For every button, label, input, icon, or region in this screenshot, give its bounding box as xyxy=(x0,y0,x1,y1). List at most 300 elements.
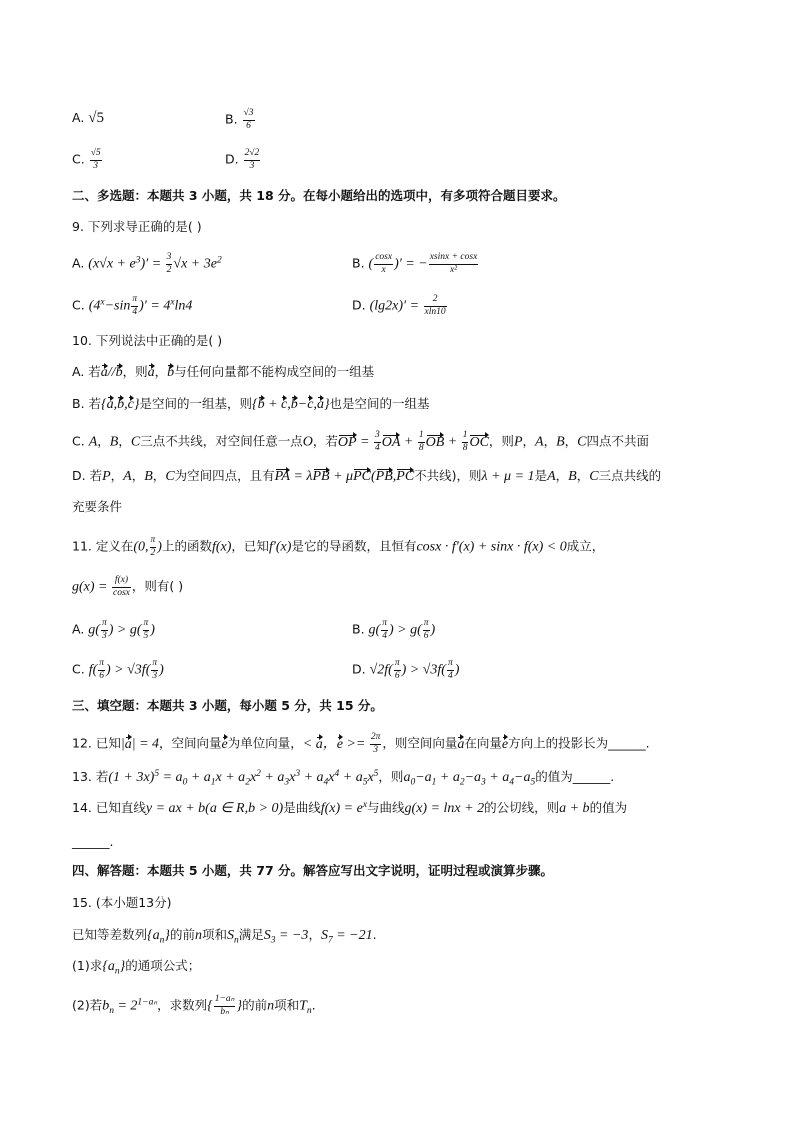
math-expr: ) xyxy=(157,539,162,555)
math-expr: , xyxy=(113,397,118,412)
subscript: n xyxy=(234,935,239,946)
math-expr: } xyxy=(236,998,243,1014)
subscript: 4 xyxy=(323,777,329,788)
text-run: ， xyxy=(131,468,145,483)
text-run: D. xyxy=(352,297,370,313)
math-expr: } xyxy=(133,397,140,412)
q10-option-d-continued xyxy=(72,498,122,516)
fraction-numerator: 2π xyxy=(370,733,382,745)
math-expr: y = ax + b(a ∈ R,b > 0) xyxy=(145,801,284,816)
q15-part-1 xyxy=(72,957,200,976)
math-expr: + μ xyxy=(329,469,354,484)
fraction-denominator: 4 xyxy=(374,442,380,453)
vector: e xyxy=(501,736,509,752)
q9-option-d xyxy=(352,295,448,317)
text-run: 项和 xyxy=(202,927,228,942)
text-run: ， xyxy=(110,468,124,483)
fraction-denominator: 8 xyxy=(418,442,424,453)
q11-stem-continued xyxy=(72,576,183,598)
fraction-numerator: xsinx + cosx xyxy=(429,253,479,265)
vector: PB xyxy=(312,469,330,484)
text-run: ， xyxy=(308,927,321,942)
math-expr: C xyxy=(577,434,587,450)
fraction-numerator: 1 xyxy=(418,431,425,443)
math-expr: g( xyxy=(368,622,381,638)
math-expr: n xyxy=(195,928,202,943)
text-run: A. xyxy=(72,255,89,271)
math-expr: ) xyxy=(430,622,436,638)
text-run: 10. 下列说法中正确的是( ) xyxy=(72,333,223,348)
text-run: 14. 已知直线 xyxy=(72,800,146,815)
fraction xyxy=(214,995,236,1017)
vector: b xyxy=(290,397,298,412)
q11-option-c xyxy=(72,659,164,681)
math-expr: ) > g( xyxy=(388,622,422,638)
fraction xyxy=(424,295,447,317)
text-run: A. xyxy=(72,621,89,637)
text-run: 的公切线，则 xyxy=(484,800,560,815)
q11-stem xyxy=(72,536,604,558)
math-expr: −a xyxy=(514,770,531,785)
math-expr: + a xyxy=(260,770,285,785)
fraction-denominator: 6 xyxy=(423,630,429,641)
math-expr: + xyxy=(264,397,282,412)
vector: a xyxy=(147,365,155,380)
text-run: ， xyxy=(152,468,166,483)
text-run: 在向量 xyxy=(464,735,502,751)
fraction-numerator: π xyxy=(394,659,401,671)
math-expr: − xyxy=(297,397,308,412)
text-run: C. xyxy=(72,151,89,167)
math-expr: S xyxy=(320,928,328,943)
math-expr: g(x) = lnx + 2 xyxy=(404,801,485,816)
text-run: ，已知 xyxy=(231,538,269,554)
text-run: 的值为 xyxy=(589,800,628,815)
answer-blank: ______. xyxy=(72,834,114,849)
text-run: B. xyxy=(225,111,242,127)
fraction xyxy=(374,253,393,275)
q8-option-c xyxy=(72,149,103,171)
text-run: ，则空间向量 xyxy=(382,735,458,751)
fraction-numerator: √3 xyxy=(243,109,255,121)
fraction xyxy=(429,253,479,275)
subscript: 5 xyxy=(362,777,368,788)
text-run: ， xyxy=(118,433,131,449)
math-expr: B xyxy=(109,434,119,450)
text-run: 上的函数 xyxy=(161,538,212,554)
text-run: 的前 xyxy=(169,927,195,942)
section-4-heading xyxy=(72,862,553,880)
math-expr: P xyxy=(102,469,111,484)
math-expr: , xyxy=(124,397,128,412)
text-run: 三点共线的 xyxy=(598,468,662,483)
fraction-denominator: 3 xyxy=(373,744,378,755)
subscript: n xyxy=(306,1006,312,1016)
text-run: . xyxy=(645,735,650,751)
subscript: 1 xyxy=(210,777,216,788)
fraction-denominator: 6 xyxy=(394,670,400,681)
math-expr: + a xyxy=(300,770,324,785)
text-run: 是曲线 xyxy=(283,800,321,815)
text-run: 是它的导函数，且恒有 xyxy=(291,538,417,554)
fraction-denominator: 3 xyxy=(152,670,158,681)
fraction-numerator: π xyxy=(143,619,150,631)
q11-option-b xyxy=(352,619,435,641)
math-expr: )′ = 4 xyxy=(139,298,171,314)
superscript: 5 xyxy=(373,768,379,779)
math-expr: √5 xyxy=(88,110,105,126)
subscript: 2 xyxy=(245,777,250,788)
section-2-heading xyxy=(72,187,566,205)
fraction xyxy=(244,149,261,171)
text-run: 四、解答题：本题共 5 小题，共 77 分。解答应写出文字说明，证明过程或演算步骤。 xyxy=(72,863,554,878)
text-run: 为单位向量， xyxy=(227,735,303,751)
text-run: 三、填空题：本题共 3 小题，每小题 5 分，共 15 分。 xyxy=(72,698,383,713)
text-run: ，则 xyxy=(378,769,404,784)
superscript: 4 xyxy=(334,768,340,779)
superscript: x xyxy=(100,297,105,308)
q8-option-d xyxy=(225,149,261,171)
math-expr: C xyxy=(130,434,141,450)
vector: a xyxy=(100,365,108,380)
subscript: 3 xyxy=(481,777,486,788)
vector: PC xyxy=(396,469,415,484)
math-expr: (4 xyxy=(88,298,101,314)
fraction-denominator: x xyxy=(381,264,386,275)
math-expr: + xyxy=(400,434,417,450)
math-expr: A xyxy=(88,434,98,450)
fraction xyxy=(418,431,425,453)
text-run: ， xyxy=(576,468,590,483)
text-run: ，则 xyxy=(122,364,148,379)
fraction-denominator: 4 xyxy=(447,670,453,681)
fraction-denominator: x² xyxy=(449,264,458,275)
section-3-heading xyxy=(72,697,383,715)
math-expr: ( xyxy=(368,256,374,272)
math-expr: (x√x + e xyxy=(88,256,136,272)
fraction-numerator: π xyxy=(101,619,108,631)
fraction-numerator: cosx xyxy=(374,253,393,265)
text-run: ， xyxy=(543,433,557,449)
q10-option-a xyxy=(72,363,374,382)
text-run: 与曲线 xyxy=(367,800,405,815)
math-expr: g( xyxy=(88,622,100,638)
text-run: A. 若 xyxy=(72,364,101,379)
q9-option-a xyxy=(72,253,222,275)
subscript: 0 xyxy=(410,777,416,788)
fraction-denominator: 3 xyxy=(249,160,255,171)
math-expr: )′ = − xyxy=(394,256,428,272)
q8-option-b xyxy=(225,109,256,131)
text-run: . xyxy=(610,769,615,784)
text-run: ， xyxy=(154,364,168,379)
text-run: . xyxy=(311,997,316,1013)
q12-stem xyxy=(72,733,650,755)
vector: OP xyxy=(337,434,357,450)
math-expr: −a xyxy=(415,770,432,785)
fraction-denominator: 3 xyxy=(101,630,107,641)
math-expr: + a xyxy=(187,770,211,785)
vector: c xyxy=(281,397,288,412)
fraction xyxy=(150,536,157,558)
vector: e xyxy=(221,736,228,752)
math-expr: ) xyxy=(159,662,164,678)
fraction xyxy=(374,431,381,453)
text-run: C. xyxy=(72,297,89,313)
superscript: 2 xyxy=(256,768,261,779)
text-run: 的值为 xyxy=(535,769,573,784)
text-run: ，则有( ) xyxy=(131,578,184,594)
q9-option-c xyxy=(72,295,192,317)
vector: b xyxy=(115,365,123,380)
fraction xyxy=(98,659,105,681)
math-expr: , xyxy=(392,469,397,484)
math-expr: = −21 xyxy=(332,928,373,943)
text-run: C. xyxy=(72,661,89,677)
math-expr: cosx · f′(x) + sinx · f(x) < 0 xyxy=(416,539,567,555)
vector: OC xyxy=(469,434,489,450)
q15-stem xyxy=(72,926,377,945)
math-expr: < xyxy=(302,736,316,752)
subscript: 0 xyxy=(182,777,188,788)
text-run: 二、多选题：本题共 3 小题，共 18 分。在每小题给出的选项中，有多项符合题目要求。 xyxy=(72,188,566,203)
text-run: ， xyxy=(522,433,536,449)
math-expr: S xyxy=(263,928,271,943)
text-run: 充要条件 xyxy=(72,499,123,514)
vector: a xyxy=(124,736,132,752)
math-expr: ( xyxy=(370,469,376,484)
fraction-numerator: π xyxy=(381,619,388,631)
fraction-numerator: 1 xyxy=(462,431,469,443)
q15-part-2 xyxy=(72,995,316,1017)
subscript: 3 xyxy=(270,935,276,946)
vector: c xyxy=(127,397,134,412)
math-expr: (lg2x)′ = xyxy=(369,298,423,314)
math-expr: B xyxy=(144,469,153,484)
math-expr: λ + μ = 1 xyxy=(481,469,535,484)
vector: PB xyxy=(375,469,393,484)
math-expr: √2f( xyxy=(369,662,393,678)
math-expr: ) xyxy=(454,662,460,678)
fraction-denominator: 5 xyxy=(143,630,149,641)
fraction-denominator: 4 xyxy=(132,306,138,317)
text-run: ，若 xyxy=(312,433,338,449)
fraction-numerator: π xyxy=(131,295,138,307)
text-run: 15. (本小题13分) xyxy=(72,895,172,910)
math-expr: S xyxy=(227,928,235,943)
text-run: 四点不共面 xyxy=(586,433,650,449)
math-expr: = a xyxy=(159,770,183,785)
text-run: 的通项公式； xyxy=(125,958,201,973)
subscript: 2 xyxy=(459,777,465,788)
fraction xyxy=(90,149,102,171)
fraction-denominator: 2 xyxy=(150,547,156,558)
math-expr: ) > √3f( xyxy=(401,662,446,678)
math-expr: a + b xyxy=(559,801,590,816)
text-run: 是空间的一组基，则 xyxy=(139,396,252,411)
vector: b xyxy=(117,397,125,412)
fraction-denominator: xln10 xyxy=(424,306,446,317)
q11-option-a xyxy=(72,619,155,641)
fraction-numerator: π xyxy=(150,536,157,548)
text-run: ， xyxy=(97,433,110,449)
text-run: 不共线)，则 xyxy=(414,468,482,483)
fraction xyxy=(131,295,138,317)
text-run: 项和 xyxy=(274,997,300,1013)
math-expr: f′(x) xyxy=(268,539,292,555)
superscript: 2 xyxy=(216,255,222,266)
text-run: . xyxy=(372,927,377,942)
superscript: 3 xyxy=(295,768,301,779)
math-expr: n xyxy=(267,998,275,1014)
math-expr: a xyxy=(403,770,411,785)
fraction xyxy=(243,109,255,131)
text-run: D. 若 xyxy=(72,468,103,483)
math-expr: f(x) xyxy=(211,539,232,555)
vector: e xyxy=(336,736,343,752)
text-run: 11. 定义在 xyxy=(72,538,134,554)
math-expr: { xyxy=(101,397,107,412)
fraction-denominator: 8 xyxy=(462,442,468,453)
vector: OA xyxy=(381,434,401,450)
fraction xyxy=(101,619,108,641)
text-run: 是 xyxy=(534,468,548,483)
math-expr: ) xyxy=(150,622,155,638)
vector: OB xyxy=(425,434,445,450)
fraction-denominator: 6 xyxy=(99,670,104,681)
fraction xyxy=(462,431,469,453)
math-expr: ， xyxy=(322,736,337,752)
math-expr: + a xyxy=(339,770,363,785)
text-run: 13. 若 xyxy=(72,769,109,784)
math-expr: b xyxy=(102,998,110,1014)
math-expr: { xyxy=(251,397,258,412)
fraction-numerator: π xyxy=(151,659,158,671)
fraction-numerator: 1−aₙ xyxy=(214,995,236,1007)
q13-stem xyxy=(72,768,614,787)
superscript: x xyxy=(362,799,368,810)
fraction xyxy=(423,619,430,641)
vector: a xyxy=(315,736,323,752)
math-expr: (0, xyxy=(133,539,149,555)
vector: PA xyxy=(274,469,290,484)
math-expr: | xyxy=(120,736,125,752)
math-expr: x xyxy=(249,770,257,785)
text-run: 已知等差数列 xyxy=(72,927,148,942)
fraction-numerator: π xyxy=(423,619,430,631)
text-run: C. xyxy=(72,433,89,449)
text-run: 12. 已知 xyxy=(72,735,121,751)
math-expr: = 2 xyxy=(113,998,138,1014)
math-expr: = −3 xyxy=(275,928,309,943)
q14-answer-blank xyxy=(72,833,113,851)
vector: b xyxy=(257,397,265,412)
vector: b xyxy=(167,365,175,380)
math-expr: C xyxy=(589,469,599,484)
fraction-denominator: 2 xyxy=(166,264,172,275)
math-expr: O xyxy=(302,434,313,450)
text-run: B. xyxy=(352,255,369,271)
q15-heading xyxy=(72,894,172,912)
text-run: (1)求 xyxy=(72,958,103,973)
q10-option-d xyxy=(72,467,661,486)
math-expr: , xyxy=(287,397,291,412)
math-expr: B xyxy=(556,434,565,450)
q9-stem xyxy=(72,218,202,236)
fraction-denominator: bₙ xyxy=(220,1006,229,1017)
text-run: 成立， xyxy=(566,538,605,554)
superscript: x xyxy=(170,297,175,308)
text-run: B. xyxy=(352,621,369,637)
math-expr: } xyxy=(164,928,170,943)
math-expr: x xyxy=(328,770,335,785)
fraction xyxy=(394,659,401,681)
text-run: (2)若 xyxy=(72,997,103,1013)
superscript: 5 xyxy=(154,768,160,779)
fraction xyxy=(447,659,454,681)
q11-option-d xyxy=(352,659,459,681)
text-run: B. 若 xyxy=(72,396,102,411)
math-expr: A xyxy=(535,434,544,450)
math-expr: { xyxy=(207,998,213,1014)
math-expr: , xyxy=(313,397,317,412)
vector: c xyxy=(307,397,314,412)
vector: a xyxy=(106,397,114,412)
subscript: 7 xyxy=(327,935,333,946)
math-expr: f( xyxy=(88,662,98,678)
math-expr: ln4 xyxy=(174,298,193,314)
text-run: ，空间向量 xyxy=(159,735,222,751)
text-run: 三点不共线，对空间任意一点 xyxy=(140,433,303,449)
math-expr: C xyxy=(165,469,175,484)
fraction-numerator: 2 xyxy=(424,295,447,307)
math-expr: {a xyxy=(147,928,160,943)
subscript: n xyxy=(114,966,120,977)
math-expr: A xyxy=(123,469,132,484)
fraction xyxy=(112,576,131,598)
vector: a xyxy=(316,397,324,412)
math-expr: g(x) = xyxy=(72,579,111,595)
math-expr: x + a xyxy=(215,770,246,785)
text-run: D. xyxy=(352,661,370,677)
text-run: 方向上的投影长为 xyxy=(508,735,609,751)
subscript: 4 xyxy=(509,777,514,788)
text-run: 9. 下列求导正确的是( ) xyxy=(72,219,202,234)
math-expr: x xyxy=(289,770,296,785)
fraction-numerator: 2√2 xyxy=(244,149,261,161)
vector: PC xyxy=(353,469,371,484)
text-run: ，则 xyxy=(488,433,514,449)
subscript: 3 xyxy=(284,777,290,788)
text-run: 满足 xyxy=(238,927,264,942)
fraction-numerator: π xyxy=(447,659,454,671)
superscript: 1−aₙ xyxy=(137,997,158,1008)
q10-option-c xyxy=(72,431,649,453)
fraction-numerator: f(x) xyxy=(112,576,131,588)
text-run: 的前 xyxy=(242,997,268,1013)
fraction-denominator: 6 xyxy=(246,120,251,131)
q8-option-a xyxy=(72,109,104,127)
math-expr: −sin xyxy=(104,298,131,314)
q14-stem xyxy=(72,799,627,818)
math-expr: >= xyxy=(342,736,369,752)
text-run: 也是空间的一组基 xyxy=(329,396,430,411)
math-expr: // xyxy=(107,365,116,380)
math-expr: T xyxy=(299,998,307,1014)
fraction xyxy=(381,619,388,641)
math-expr: ) > g( xyxy=(108,622,142,638)
fraction xyxy=(370,733,382,755)
